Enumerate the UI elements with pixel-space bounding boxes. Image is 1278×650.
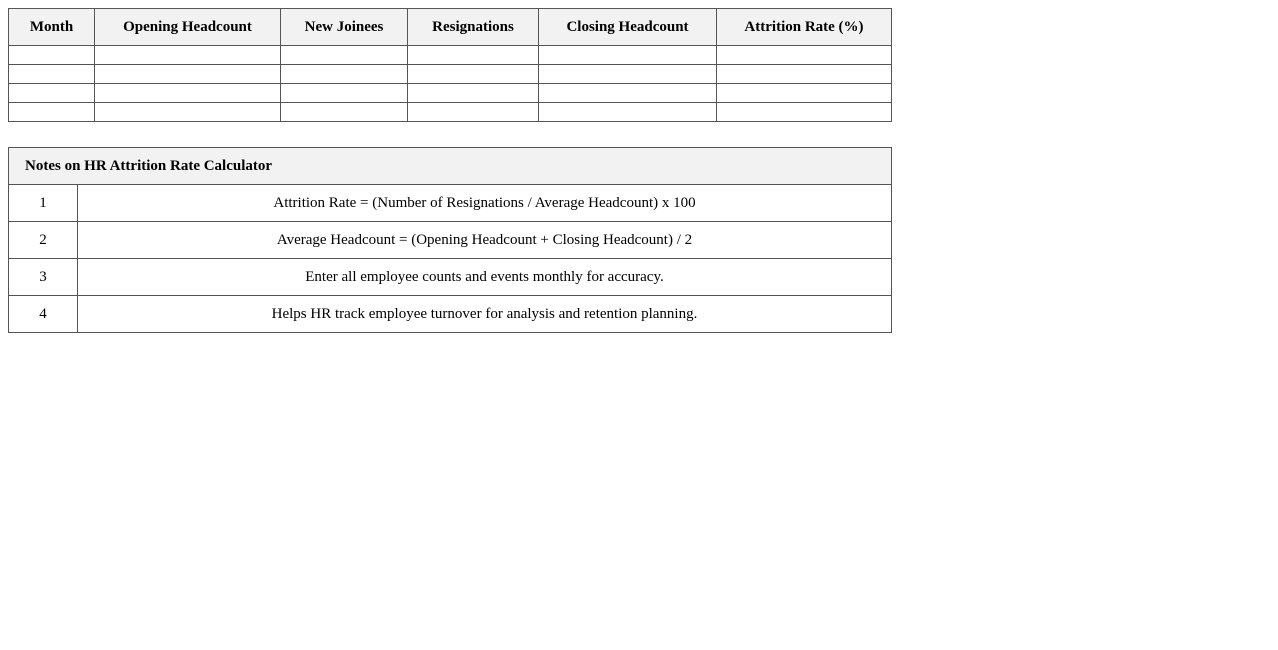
notes-table [8, 147, 892, 333]
note-number: 2 [9, 222, 78, 259]
note-row [9, 222, 892, 259]
header-new-joinees: New Joinees [281, 9, 408, 46]
table-cell[interactable] [95, 46, 281, 65]
table-cell[interactable] [408, 46, 539, 65]
note-row [9, 185, 892, 222]
table-cell[interactable] [717, 103, 892, 122]
table-cell[interactable] [408, 103, 539, 122]
table-cell[interactable] [539, 84, 717, 103]
table-cell[interactable] [281, 84, 408, 103]
note-text: Attrition Rate = (Number of Resignations / Average Headcount) x 100 [78, 185, 892, 222]
table-cell[interactable] [717, 65, 892, 84]
note-text: Helps HR track employee turnover for analysis and retention planning. [78, 296, 892, 333]
note-row [9, 296, 892, 333]
table-cell[interactable] [539, 103, 717, 122]
note-number: 4 [9, 296, 78, 333]
note-text: Average Headcount = (Opening Headcount + Closing Headcount) / 2 [78, 222, 892, 259]
attrition-table [8, 8, 892, 122]
header-month: Month [9, 9, 95, 46]
table-cell[interactable] [539, 46, 717, 65]
table-row [9, 46, 892, 65]
notes-title: Notes on HR Attrition Rate Calculator [9, 148, 892, 185]
table-cell[interactable] [9, 46, 95, 65]
table-cell[interactable] [95, 103, 281, 122]
note-text: Enter all employee counts and events monthly for accuracy. [78, 259, 892, 296]
table-row [9, 103, 892, 122]
notes-header-row [9, 148, 892, 185]
table-cell[interactable] [9, 103, 95, 122]
table-cell[interactable] [9, 65, 95, 84]
table-cell[interactable] [717, 46, 892, 65]
header-closing-headcount: Closing Headcount [539, 9, 717, 46]
header-row [9, 9, 892, 46]
table-cell[interactable] [281, 103, 408, 122]
header-attrition-rate: Attrition Rate (%) [717, 9, 892, 46]
note-number: 1 [9, 185, 78, 222]
table-cell[interactable] [9, 84, 95, 103]
table-row [9, 65, 892, 84]
table-cell[interactable] [408, 65, 539, 84]
table-row [9, 84, 892, 103]
table-cell[interactable] [539, 65, 717, 84]
table-cell[interactable] [717, 84, 892, 103]
header-resignations: Resignations [408, 9, 539, 46]
table-cell[interactable] [95, 84, 281, 103]
table-cell[interactable] [95, 65, 281, 84]
table-cell[interactable] [281, 65, 408, 84]
header-opening-headcount: Opening Headcount [95, 9, 281, 46]
table-cell[interactable] [281, 46, 408, 65]
table-cell[interactable] [408, 84, 539, 103]
note-number: 3 [9, 259, 78, 296]
note-row [9, 259, 892, 296]
